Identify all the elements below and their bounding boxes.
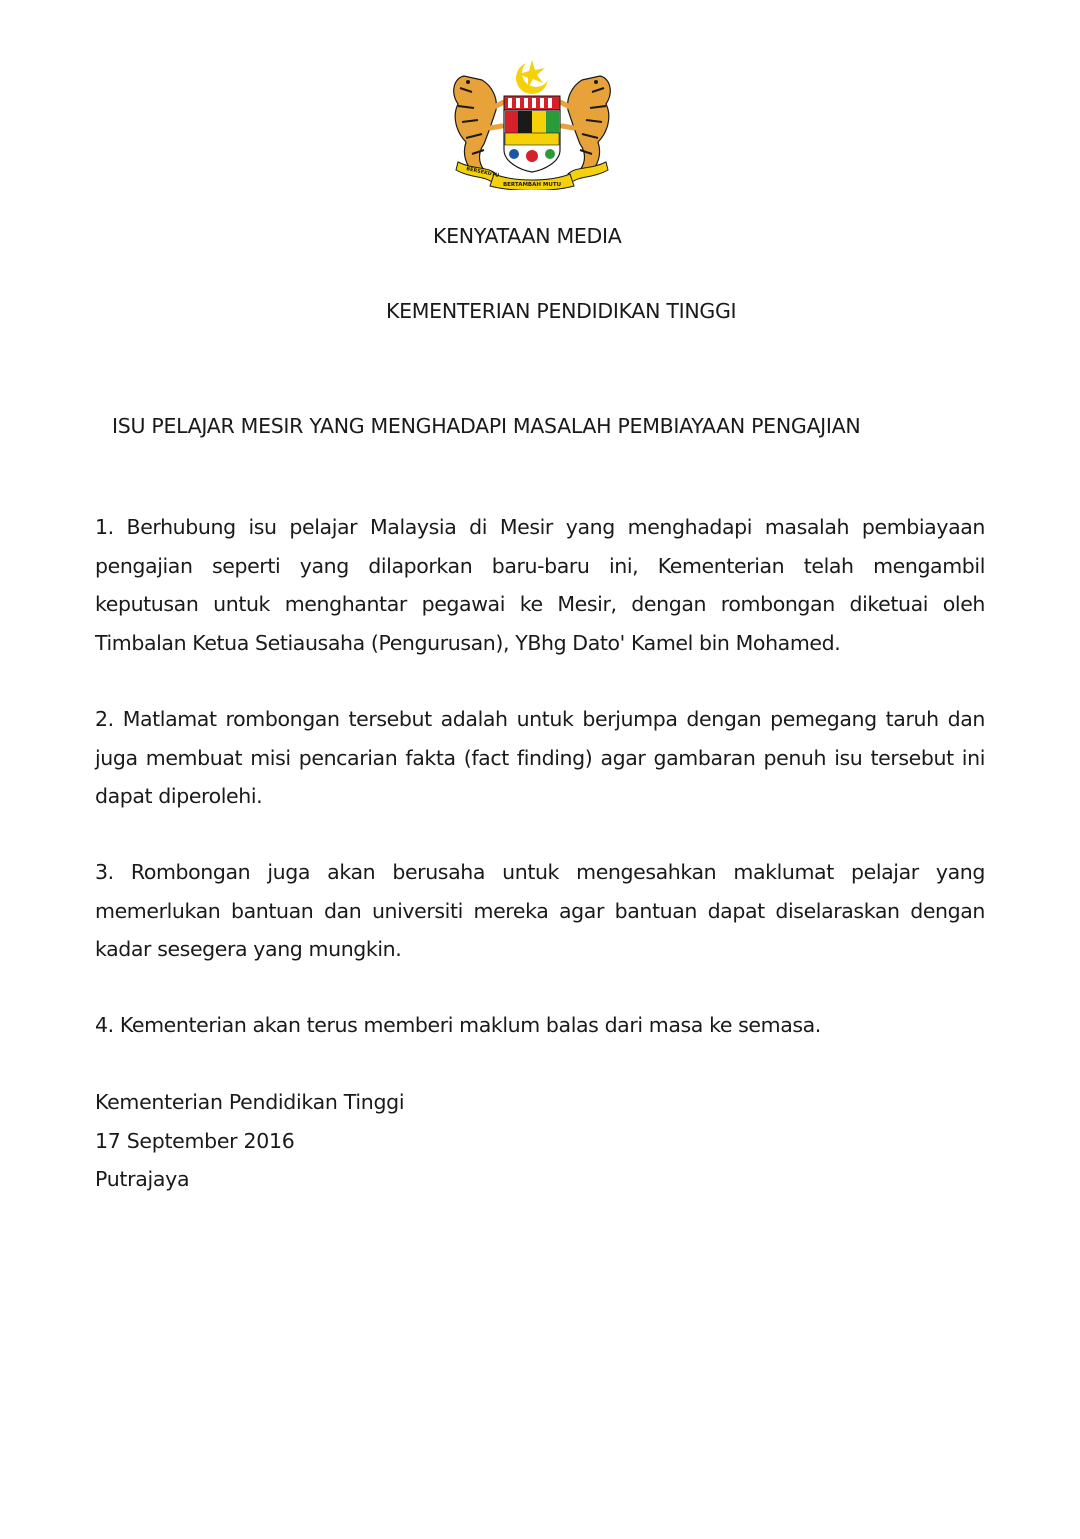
motto-banner-text: BERTAMBAH MUTU [502,182,562,188]
left-tiger-icon [454,76,504,172]
signature-date: 17 September 2016 [95,1128,295,1153]
paragraph-text: 2. Matlamat rombongan tersebut adalah untuk berjumpa dengan pemegang taruh dan juga membuat misi pencarian fakta (fact finding) agar gambaran penuh isu tersebut ini dapat diperolehi. [95,707,985,808]
motto-left-text: BERSEKUTU [465,166,500,179]
paragraph-4 [95,1006,985,1045]
signature-place: Putrajaya [95,1167,190,1191]
paragraph-3 [95,853,985,969]
paragraph-text: 3. Rombongan juga akan berusaha untuk mengesahkan maklumat pelajar yang memerlukan bantuan dan universiti mereka agar bantuan dapat diselaraskan dengan kadar sesegera yang mungkin. [95,860,985,961]
document-type-heading: KENYATAAN MEDIA [433,224,622,248]
paragraph-2 [95,700,985,816]
paragraph-1 [95,508,985,662]
signature-block [95,1083,404,1199]
paragraph-text: 4. Kementerian akan terus memberi maklum balas dari masa ke semasa. [95,1013,821,1037]
coat-of-arms-icon [444,58,620,190]
right-tiger-icon [560,76,610,172]
shield-icon [504,96,560,172]
crescent-star-icon [516,59,550,94]
statement-title: ISU PELAJAR MESIR YANG MENGHADAPI MASALAH PEMBIAYAAN PENGAJIAN [112,414,861,438]
paragraph-text: 1. Berhubung isu pelajar Malaysia di Mesir yang menghadapi masalah pembiayaan pengajian seperti yang dilaporkan baru-baru ini, Kementerian telah mengambil keputusan untuk menghantar pegawai ke Mesir, dengan rombongan diketuai oleh Timbalan Ketua Setiausaha (Pengurusan), YBhg Dato' Kamel bin Mohamed. [95,515,985,655]
signature-organization: Kementerian Pendidikan Tinggi [95,1090,405,1114]
ministry-heading: KEMENTERIAN PENDIDIKAN TINGGI [386,299,737,323]
